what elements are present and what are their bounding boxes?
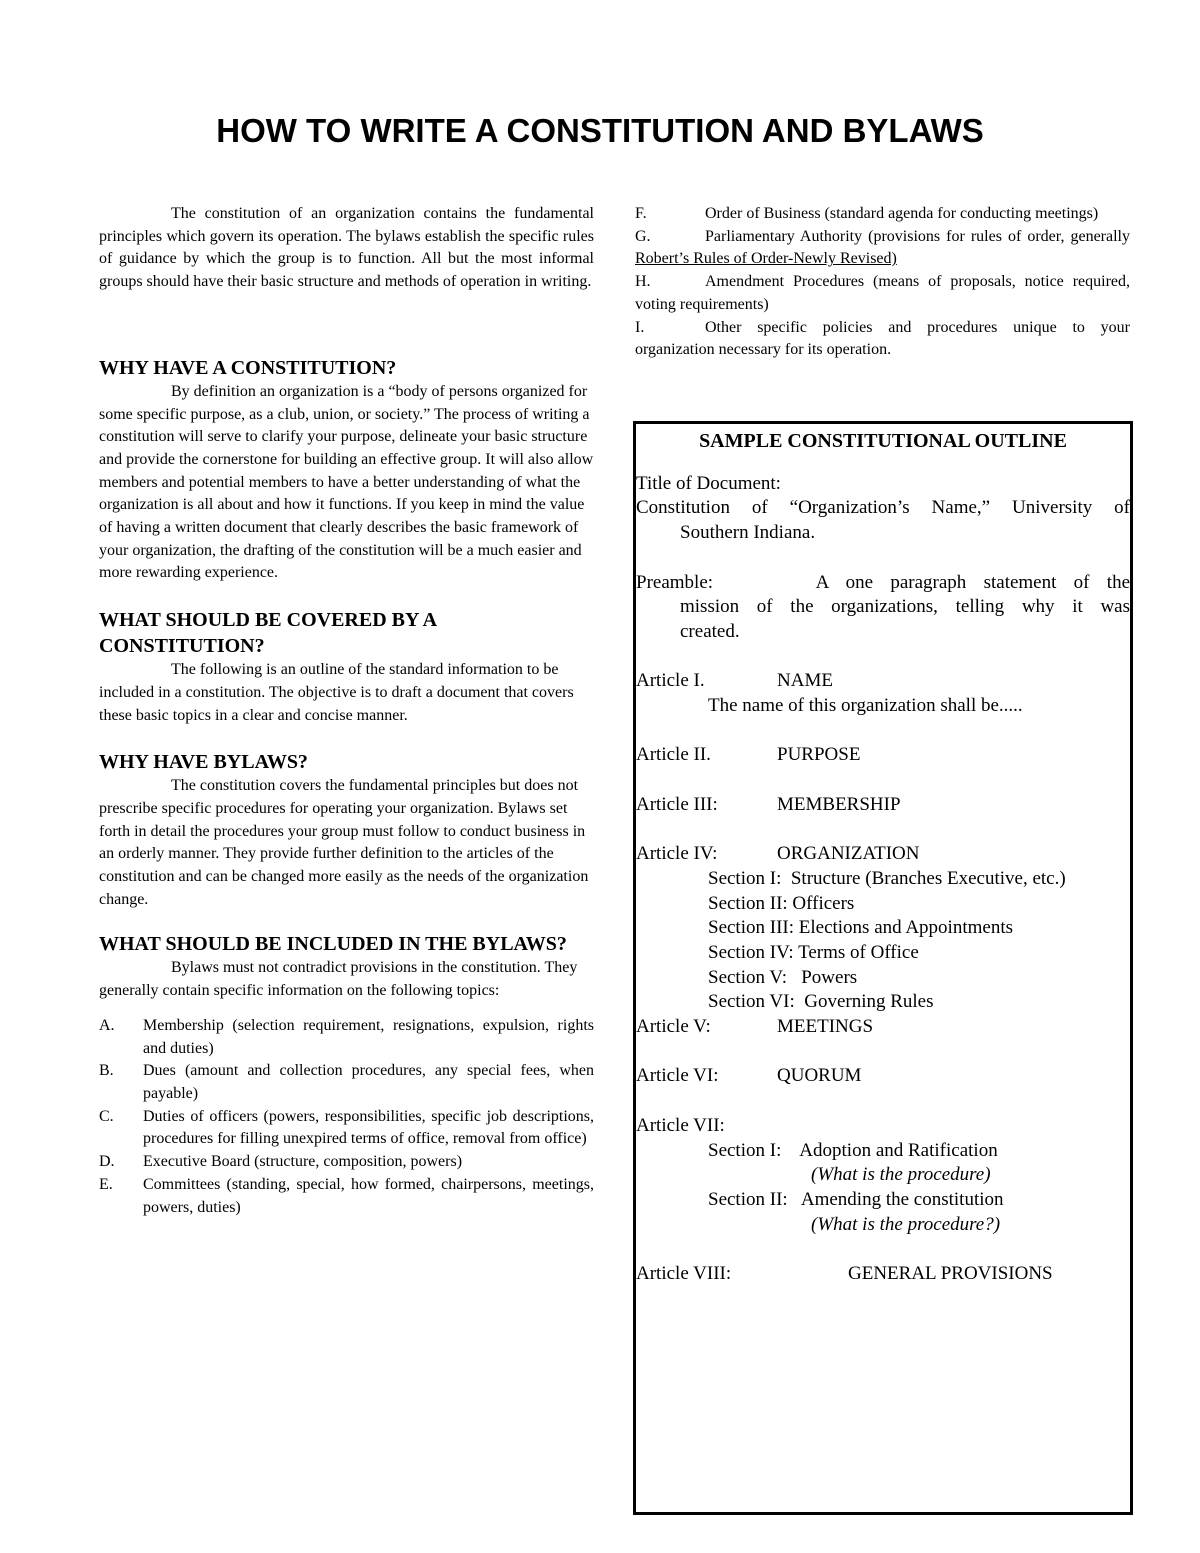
list-text: Other specific policies and procedures unique to your organization necessary for its operation. (635, 318, 1130, 359)
list-marker: C. (99, 1107, 114, 1125)
left-column (99, 203, 594, 1219)
list-text: Order of Business (standard agenda for conducting meetings) (705, 205, 1099, 222)
article-name: PURPOSE (777, 744, 861, 766)
list-marker: E. (99, 1175, 113, 1193)
list-item-g (635, 226, 1130, 271)
roberts-rules-reference: Robert’s Rules of Order-Newly Revised) (635, 250, 897, 268)
heading-why-bylaws: WHY HAVE BYLAWS? (99, 751, 308, 774)
section-line: Section IV: Terms of Office (708, 941, 919, 963)
list-marker: H. (635, 273, 651, 291)
article-label: Article VIII: (636, 1263, 732, 1285)
list-marker: D. (99, 1153, 115, 1171)
section-line: Section VI: Governing Rules (708, 991, 934, 1013)
list-item (99, 1151, 594, 1174)
outline-title: SAMPLE CONSTITUTIONAL OUTLINE (699, 430, 1067, 452)
article-row (636, 793, 1130, 818)
article-label: Article I. (636, 670, 705, 692)
article-name: MEETINGS (777, 1016, 874, 1038)
article-row (636, 1064, 1130, 1089)
list-text: Duties of officers (powers, responsibilities, specific job descriptions, procedures for filling unexpired terms of office, removal from office) (143, 1107, 594, 1148)
paragraph-what-included: Bylaws must not contradict provisions in the constitution. They generally contain specific information on the following topics: (99, 959, 578, 1000)
sample-outline-box (633, 421, 1133, 1515)
doc-title-line: Southern Indiana. (680, 522, 816, 544)
preamble-line: Preamble: A one paragraph statement of the (636, 571, 1130, 593)
list-text: Amendment Procedures (means of proposals, notice required, voting requirements) (635, 273, 1130, 313)
section-line: Section III: Elections and Appointments (708, 917, 1014, 939)
section-procedure: (What is the procedure) (811, 1164, 991, 1186)
right-column (635, 203, 1130, 362)
list-marker: I. (635, 318, 645, 336)
paragraph-what-covered: The following is an outline of the standard information to be included in a constitution. The objective is to draft a document that covers these basic topics in a clear and concise manner. (99, 661, 574, 724)
list-marker: A. (99, 1016, 115, 1034)
list-item-f (635, 203, 1130, 226)
paragraph-why-constitution: By definition an organization is a “body of persons organized for some specific purpose, as a club, union, or society.” The process of writing a constitution will serve to clarify your purpose, delineate your basic structure and provide the cornerstone for building an effective group. It will also allow members and potential members to have a better understanding of what the organization is all about and how it functions. If you keep in mind the value of having a written document that clearly describes the basic framework of your organization, the drafting of the constitution will be a much easier and more rewarding experience. (99, 382, 594, 582)
article-body: The name of this organization shall be..... (708, 695, 1023, 716)
article-label: Article VI: (636, 1065, 719, 1087)
list-text: Executive Board (structure, composition, powers) (143, 1153, 463, 1171)
intro-paragraph: The constitution of an organization contains the fundamental principles which govern its operation. The bylaws establish the specific rules of guidance by which the group is to function. All but the most informal groups should have their basic structure and methods of operation in writing. (99, 205, 594, 291)
page-title: HOW TO WRITE A CONSTITUTION AND BYLAWS (216, 112, 984, 149)
section-procedure: (What is the procedure?) (811, 1213, 1001, 1235)
doc-title-label: Title of Document: (636, 472, 781, 494)
list-item-i (635, 317, 1130, 362)
article-label: Article IV: (636, 843, 718, 865)
section-line: Section I: Structure (Branches Executive, etc.) (708, 867, 1066, 889)
list-text: Dues (amount and collection procedures, any special fees, when payable) (143, 1062, 594, 1102)
preamble-line: created. (680, 620, 740, 642)
article-name: MEMBERSHIP (777, 793, 901, 815)
article-label: Article VII: (636, 1114, 725, 1136)
preamble-line: mission of the organizations, telling why it was (680, 596, 1130, 618)
article-name: QUORUM (777, 1065, 862, 1087)
article-row (636, 1015, 1130, 1040)
article-name: ORGANIZATION (777, 843, 920, 865)
article-label: Article V: (636, 1016, 711, 1038)
list-item (99, 1174, 594, 1219)
article-label: Article II. (636, 744, 711, 766)
article-row (636, 842, 1130, 867)
list-marker: F. (635, 205, 647, 222)
paragraph-why-bylaws: The constitution covers the fundamental principles but does not prescribe specific procedures for operating your organization. Bylaws set forth in detail the procedures your group must follow to conduct business in an orderly manner. They provide further definition to the articles of the constitution and can be changed more easily as the needs of the organization change. (99, 777, 589, 908)
article-row (636, 743, 1130, 768)
article-row (636, 1262, 1130, 1287)
list-text: Membership (selection requirement, resignations, expulsion, rights and duties) (143, 1016, 594, 1057)
heading-what-covered: WHAT SHOULD BE COVERED BY A CONSTITUTION? (99, 609, 436, 658)
section-line: Section I: Adoption and Ratification (708, 1139, 998, 1161)
section-line: Section V: Powers (708, 966, 858, 988)
article-row (636, 669, 1130, 694)
list-marker: G. (635, 227, 651, 245)
list-item-h (635, 271, 1130, 316)
list-item (99, 1015, 594, 1060)
article-name: GENERAL PROVISIONS (848, 1263, 1053, 1285)
list-item (99, 1060, 594, 1105)
doc-title-line: Constitution of “Organization’s Name,” University of (636, 497, 1130, 519)
bylaws-topic-list (99, 1015, 594, 1219)
article-name: NAME (777, 670, 833, 692)
article-label: Article III: (636, 793, 718, 815)
list-item (99, 1106, 594, 1151)
section-line: Section II: Officers (708, 892, 855, 914)
list-text: Committees (standing, special, how formed, chairpersons, meetings, powers, duties) (143, 1175, 594, 1216)
heading-what-included: WHAT SHOULD BE INCLUDED IN THE BYLAWS? (99, 933, 567, 956)
list-text: Parliamentary Authority (provisions for rules of order, generally (705, 227, 1130, 245)
list-marker: B. (99, 1062, 114, 1080)
heading-why-constitution: WHY HAVE A CONSTITUTION? (99, 356, 397, 379)
section-line: Section II: Amending the constitution (708, 1188, 1004, 1210)
